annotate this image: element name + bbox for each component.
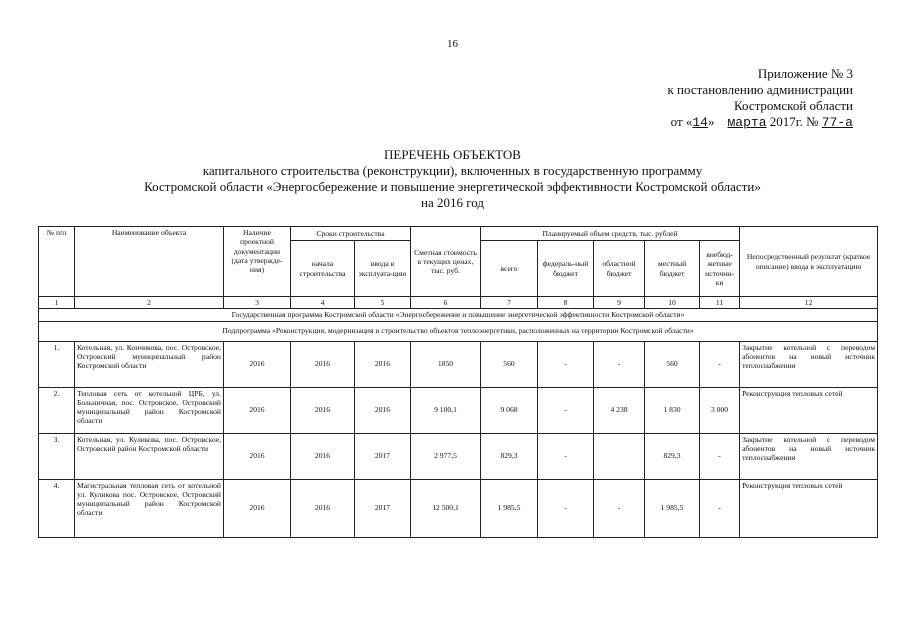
row-name: Магистральная тепловая сеть от котельной ул. Куликова пос. Островское, Островский муниципальный район Костромской области	[75, 479, 224, 537]
row-result: Реконструкция тепловых сетей	[740, 479, 878, 537]
objects-table	[38, 226, 878, 538]
header-total: всего	[481, 241, 538, 297]
row-start: 2016	[291, 479, 355, 537]
row-offbudget: -	[700, 479, 740, 537]
col-number: 9	[594, 297, 645, 309]
doc-number: 77-а	[821, 115, 853, 130]
row-result: Закрытие котельной с переводом абонентов на новый источник теплоснабжения	[740, 341, 878, 387]
row-name: Котельная, ул. Куликова, пос. Островское, Островский район Костромской области	[75, 433, 224, 479]
page-number: 16	[447, 38, 458, 50]
heading-title: ПЕРЕЧЕНЬ ОБЪЕКТОВ	[384, 147, 521, 162]
row-total: 829,3	[481, 433, 538, 479]
appendix-title: Приложение № 3	[757, 66, 853, 81]
col-number: 10	[645, 297, 700, 309]
col-number: 11	[700, 297, 740, 309]
row-commission: 2016	[355, 341, 411, 387]
table-row	[39, 387, 878, 433]
program-row: Государственная программа Костромской области «Энергосбережение и повышение энергетической эффективности Костромской области»	[39, 309, 878, 321]
heading-line3: Костромской области «Энергосбережение и повышение энергетической эффективности Костромской области»	[144, 179, 761, 194]
row-regional: -	[594, 341, 645, 387]
header-result: Непосредственный результат (краткое описание) ввода в эксплуатацию	[740, 227, 878, 297]
row-docs: 2016	[224, 341, 291, 387]
row-result: Реконструкция тепловых сетей	[740, 387, 878, 433]
header-local: местный бюджет	[645, 241, 700, 297]
row-docs: 2016	[224, 433, 291, 479]
header-num: № п/п	[39, 227, 75, 297]
table-row	[39, 341, 878, 387]
col-number: 1	[39, 297, 75, 309]
row-total: 9 068	[481, 387, 538, 433]
row-local: 560	[645, 341, 700, 387]
table-row	[39, 433, 878, 479]
row-num: 1.	[39, 341, 75, 387]
date-day: 14	[692, 115, 708, 130]
header-name: Наименование объекта	[75, 227, 224, 297]
row-total: 560	[481, 341, 538, 387]
row-commission: 2017	[355, 479, 411, 537]
row-regional	[594, 433, 645, 479]
col-number: 3	[224, 297, 291, 309]
row-num: 4.	[39, 479, 75, 537]
header-commission: ввода в эксплуата-цию	[355, 241, 411, 297]
appendix-line3: Костромской области	[733, 98, 853, 113]
header-cost: Сметная стоимость в текущих ценах, тыс. руб.	[411, 227, 481, 297]
table-row	[39, 479, 878, 537]
row-total: 1 985,5	[481, 479, 538, 537]
row-local: 829,3	[645, 433, 700, 479]
row-name: Тепловая сеть от котельной ЦРБ, ул. Больничная, пос. Островское, Островский муниципальный район Костромской области	[75, 387, 224, 433]
row-federal: -	[538, 341, 594, 387]
heading-line4: на 2016 год	[421, 195, 484, 210]
appendix-block	[667, 66, 853, 131]
row-start: 2016	[291, 433, 355, 479]
col-number: 7	[481, 297, 538, 309]
date-mid: »	[707, 114, 715, 129]
appendix-date-line	[667, 114, 853, 131]
row-start: 2016	[291, 341, 355, 387]
heading-line2: капитального строительства (реконструкции), включенных в государственную программу	[202, 163, 703, 178]
header-offbudget: внебюд-жетные источни-ки	[700, 241, 740, 297]
row-regional: -	[594, 479, 645, 537]
row-cost: 2 977,5	[411, 433, 481, 479]
row-cost: 12 500,1	[411, 479, 481, 537]
header-docs: Наличие проектной документации (дата утвержде-ния)	[224, 227, 291, 297]
row-result: Закрытие котельной с переводом абонентов на новый источник теплоснабжения	[740, 433, 878, 479]
row-docs: 2016	[224, 387, 291, 433]
header-regional: областной бюджет	[594, 241, 645, 297]
header-planned: Планируемый объем средств, тыс. рублей	[481, 227, 740, 241]
row-local: 1 830	[645, 387, 700, 433]
row-federal: -	[538, 479, 594, 537]
document-heading	[0, 147, 905, 211]
row-offbudget: -	[700, 341, 740, 387]
row-cost: 1850	[411, 341, 481, 387]
row-federal: -	[538, 433, 594, 479]
col-number: 6	[411, 297, 481, 309]
row-offbudget: -	[700, 433, 740, 479]
column-numbers-row	[39, 297, 878, 309]
row-docs: 2016	[224, 479, 291, 537]
row-name: Котельная, ул. Кончикова, пос. Островское, Островский муниципальный район Костромской области	[75, 341, 224, 387]
row-commission: 2017	[355, 433, 411, 479]
col-number: 4	[291, 297, 355, 309]
row-offbudget: 3 000	[700, 387, 740, 433]
header-federal: федераль-ный бюджет	[538, 241, 594, 297]
row-num: 3.	[39, 433, 75, 479]
date-month: марта	[727, 115, 767, 130]
date-prefix: от «	[670, 114, 693, 129]
subprogram-row: Подпрограмма «Реконструкция, модернизация и строительство объектов теплоэнергетики, расположенных на территории Костромской области»	[39, 321, 878, 341]
row-commission: 2016	[355, 387, 411, 433]
appendix-line2: к постановлению администрации	[667, 82, 853, 97]
col-number: 2	[75, 297, 224, 309]
col-number: 5	[355, 297, 411, 309]
col-number: 8	[538, 297, 594, 309]
header-start: начала строительства	[291, 241, 355, 297]
row-federal: -	[538, 387, 594, 433]
row-cost: 9 100,1	[411, 387, 481, 433]
row-regional: 4 238	[594, 387, 645, 433]
header-terms: Сроки строительства	[291, 227, 411, 241]
row-num: 2.	[39, 387, 75, 433]
date-year: 2017г. №	[769, 114, 819, 129]
row-start: 2016	[291, 387, 355, 433]
col-number: 12	[740, 297, 878, 309]
row-local: 1 985,5	[645, 479, 700, 537]
